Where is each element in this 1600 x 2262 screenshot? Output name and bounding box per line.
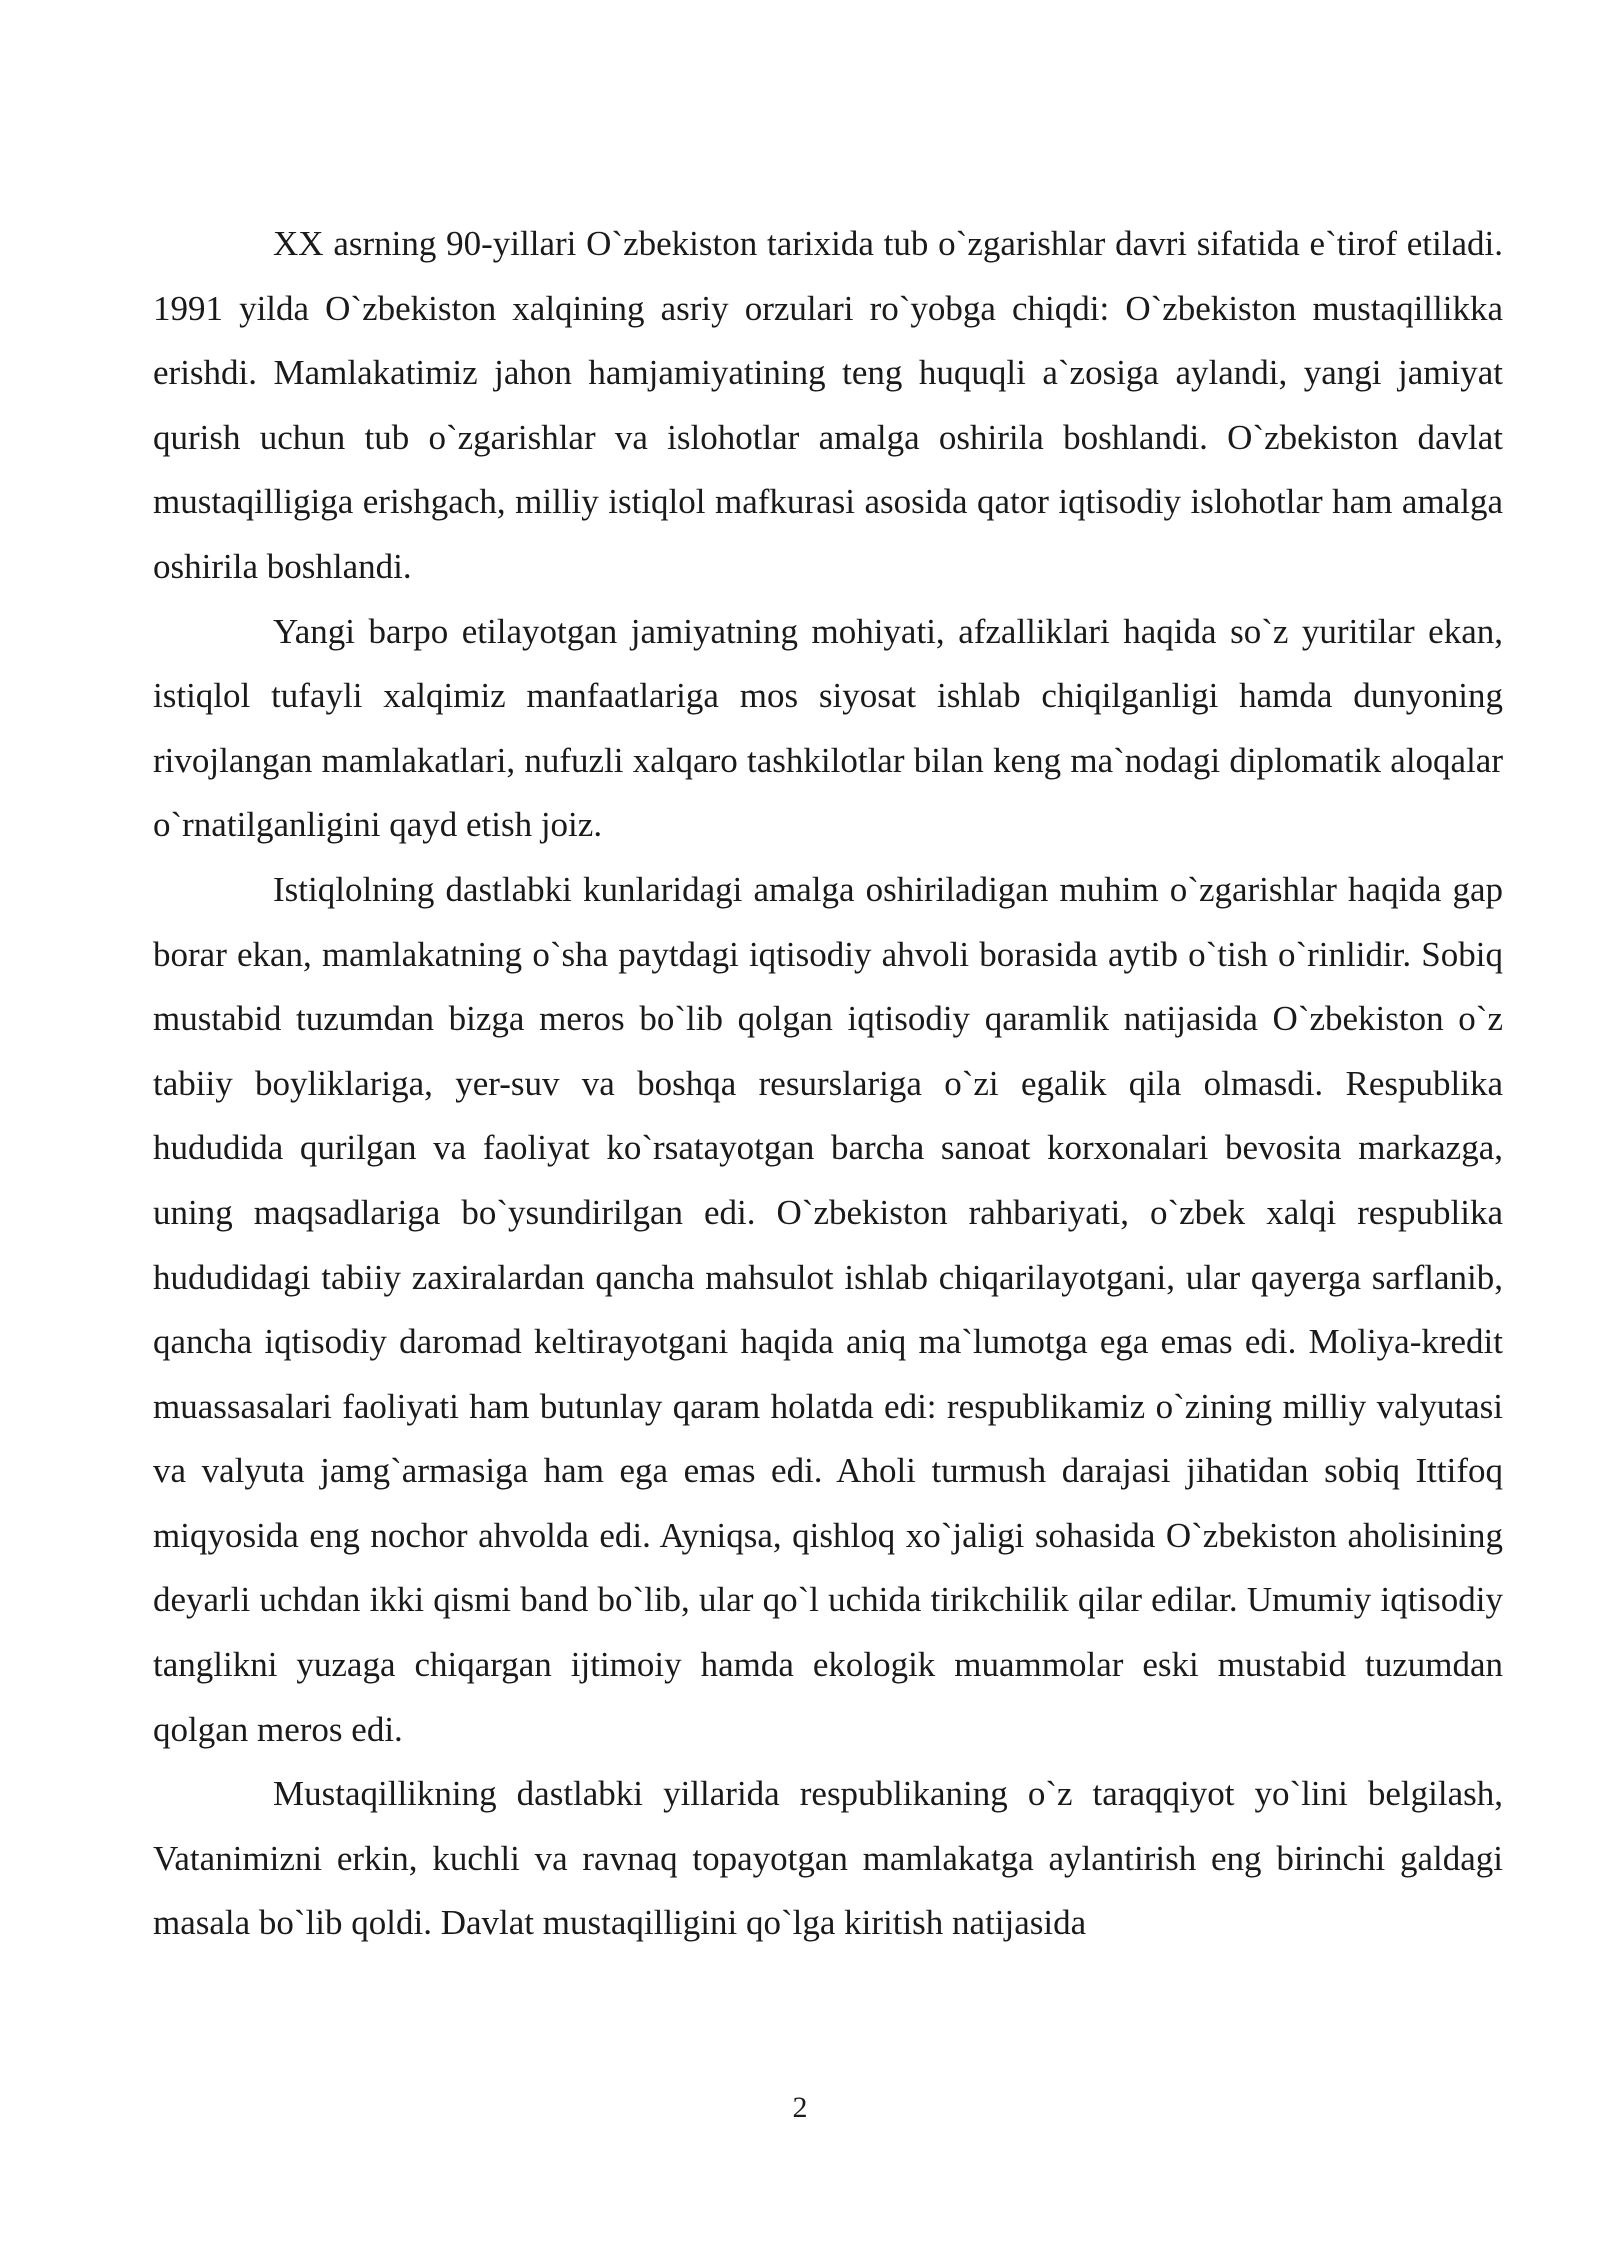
paragraph-3: Istiqlolning dastlabki kunlaridagi amalga oshiriladigan muhim o`zgarishlar haqida gap borar ekan, mamlakatning o`sha paytdagi iqtisodiy ahvoli borasida aytib o`tish o`rinlidir. Sobiq mustabid tuzumdan bizga meros bo`lib qolgan iqtisodiy qaramlik natijasida O`zbekiston o`z tabiiy boyliklariga, yer-suv va boshqa resurslariga o`zi egalik qila olmasdi. Respublika hududida qurilgan va faoliyat ko`rsatayotgan barcha sanoat korxonalari bevosita markazga, uning maqsadlariga bo`ysundirilgan edi. O`zbekiston rahbariyati, o`zbek xalqi respublika hududidagi tabiiy zaxiralardan qancha mahsulot ishlab chiqarilayotgani, ular qayerga sarflanib, qancha iqtisodiy daromad keltirayotgani haqida aniq ma`lumotga ega emas edi. Moliya-kredit muassasalari faoliyati ham butunlay qaram holatda edi: respublikamiz o`zining milliy valyutasi va valyuta jamg`armasiga ham ega emas edi. Aholi turmush darajasi jihatidan sobiq Ittifoq miqyosida eng nochor ahvolda edi. Ayniqsa, qishloq xo`jaligi sohasida O`zbekiston aholisining deyarli uchdan ikki qismi band bo`lib, ular qo`l uchida tirikchilik qilar edilar. Umumiy iqtisodiy tanglikni yuzaga chiqargan ijtimoiy hamda ekologik muammolar eski mustabid tuzumdan qolgan meros edi. — [153, 869, 1503, 1749]
paragraph-1: XX asrning 90-yillari O`zbekiston tarixida tub o`zgarishlar davri sifatida e`tirof etiladi. 1991 yilda O`zbekiston xalqining asriy orzulari ro`yobga chiqdi: O`zbekiston mustaqillikka erishdi. Mamlakatimiz jahon hamjamiyatining teng huquqli a`zosiga aylandi, yangi jamiyat qurish uchun tub o`zgarishlar va islohotlar amalga oshirila boshlandi. O`zbekiston davlat mustaqilligiga erishgach, milliy istiqlol mafkurasi asosida qator iqtisodiy islohotlar ham amalga oshirila boshlandi. — [153, 224, 1503, 586]
document-body — [153, 212, 1503, 1956]
paragraph-4: Mustaqillikning dastlabki yillarida respublikaning o`z taraqqiyot yo`lini belgilash, Vatanimizni erkin, kuchli va ravnaq topayotgan mamlakatga aylantirish eng birinchi galdagi masala bo`lib qoldi. Davlat mustaqilligini qo`lga kiritish natijasida — [153, 1774, 1503, 1943]
paragraph-2: Yangi barpo etilayotgan jamiyatning mohiyati, afzalliklari haqida so`z yuritilar ekan, istiqlol tufayli xalqimiz manfaatlariga mos siyosat ishlab chiqilganligi hamda dunyoning rivojlangan mamlakatlari, nufuzli xalqaro tashkilotlar bilan keng ma`nodagi diplomatik aloqalar o`rnatilganligini qayd etish joiz. — [153, 611, 1503, 845]
page-number: 2 — [792, 2091, 808, 2124]
